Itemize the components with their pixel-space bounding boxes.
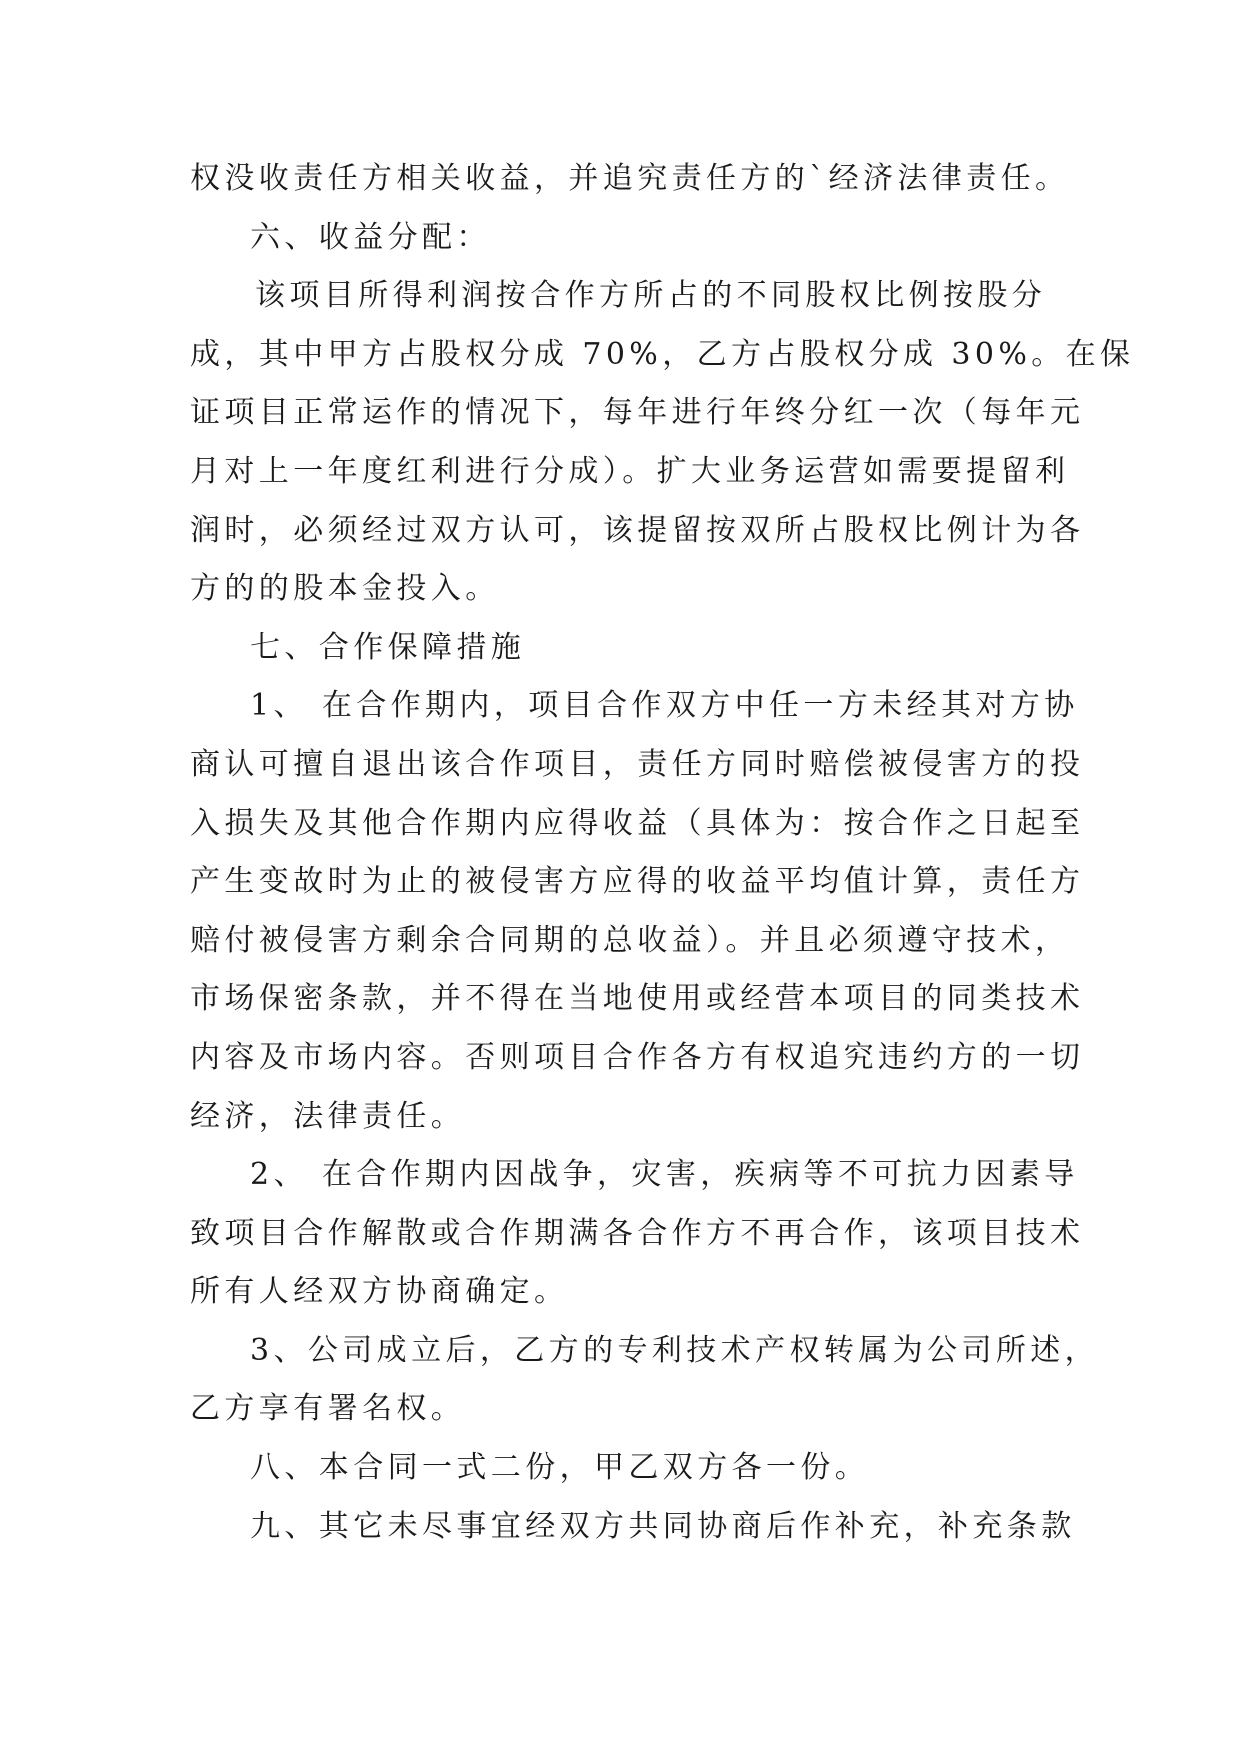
text-line: 所有人经双方协商确定。: [190, 1274, 569, 1310]
text-line: 入损失及其他合作期内应得收益（具体为：按合作之日起至: [190, 805, 1085, 841]
text-line: 产生变故时为止的被侵害方应得的收益平均值计算，责任方: [190, 864, 1085, 900]
text-line: 内容及市场内容。否则项目合作各方有权追究违约方的一切: [190, 1039, 1085, 1075]
text-line: 经济，法律责任。: [190, 1098, 466, 1134]
text-line: 方的的股本金投入。: [190, 571, 500, 607]
clause-2-first-line: 2、 在合作期内因战争，灾害，疾病等不可抗力因素导: [250, 1157, 1079, 1193]
text-line: 该项目所得利润按合作方所占的不同股权比例按股分: [255, 278, 1047, 314]
text-line: 月对上一年度红利进行分成）。扩大业务运营如需要提留利: [190, 453, 1070, 489]
text-line: 市场保密条款，并不得在当地使用或经营本项目的同类技术: [190, 981, 1085, 1017]
contract-text-body: [190, 150, 1135, 1556]
section-heading-9: 九、其它未尽事宜经双方共同协商后作补充，补充条款: [250, 1508, 1076, 1544]
text-line: 成，其中甲方占股权分成 70%，乙方占股权分成 30%。在保: [190, 336, 1135, 372]
text-line: 赔付被侵害方剩余合同期的总收益）。并且必须遵守技术，: [190, 922, 1070, 958]
section-heading-6: 六、收益分配：: [250, 219, 491, 255]
clause-1-first-line: 1、 在合作期内，项目合作双方中任一方未经其对方协: [250, 688, 1079, 724]
section-heading-8: 八、本合同一式二份，甲乙双方各一份。: [250, 1450, 870, 1486]
text-line: 乙方享有署名权。: [190, 1391, 466, 1427]
text-line: 权没收责任方相关收益，并追究责任方的`经济法律责任。: [190, 161, 1070, 196]
section-heading-7: 七、合作保障措施: [250, 629, 526, 665]
text-line: 商认可擅自退出该合作项目，责任方同时赔偿被侵害方的投: [190, 746, 1085, 782]
text-line: 致项目合作解散或合作期满各合作方不再合作，该项目技术: [190, 1215, 1085, 1251]
text-line: 润时，必须经过双方认可，该提留按双所占股权比例计为各: [190, 512, 1085, 548]
clause-3-first-line: 3、公司成立后，乙方的专利技术产权转属为公司所述，: [250, 1332, 1100, 1368]
text-line: 证项目正常运作的情况下，每年进行年终分红一次（每年元: [190, 395, 1085, 431]
